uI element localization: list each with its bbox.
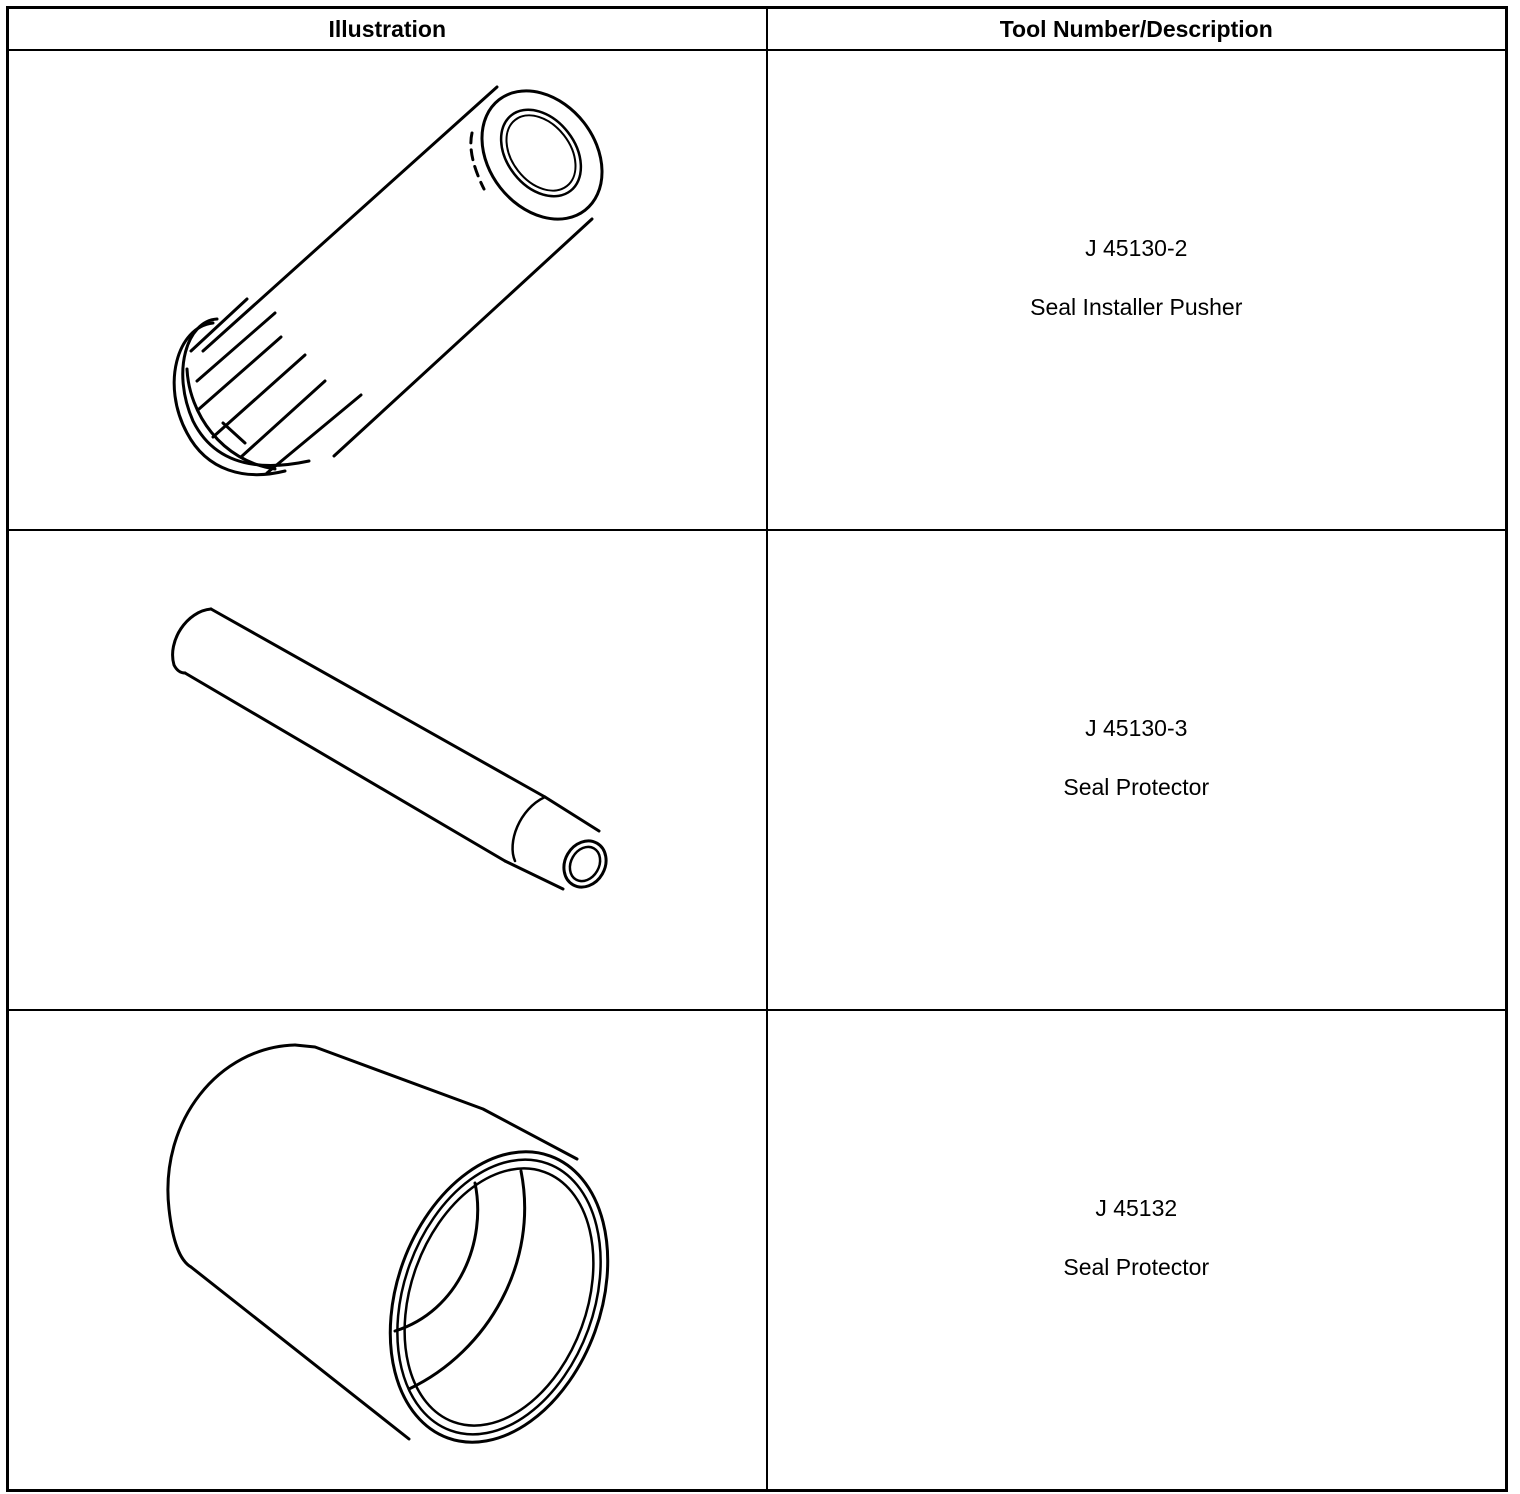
seal-protector-sleeve-drawing [9, 1011, 768, 1489]
header-tool-number-description: Tool Number/Description [767, 8, 1507, 51]
table-row [8, 530, 1507, 1010]
illustration-cell [8, 530, 767, 1010]
tool-description: Seal Protector [1063, 1254, 1210, 1280]
seal-installer-pusher-drawing [9, 51, 768, 529]
illustration-cell [8, 50, 767, 530]
tool-table [6, 6, 1508, 1492]
description-cell [767, 50, 1507, 530]
description-cell [767, 1010, 1507, 1491]
table-row [8, 1010, 1507, 1491]
illustration-cell [8, 1010, 767, 1491]
seal-protector-rod-drawing [9, 531, 768, 1009]
header-illustration: Illustration [8, 8, 767, 51]
tool-number: J 45130-3 [1085, 715, 1188, 741]
tool-number: J 45130-2 [1085, 235, 1188, 261]
tool-description: Seal Protector [1063, 774, 1210, 800]
tool-description: Seal Installer Pusher [1030, 294, 1243, 320]
tool-number: J 45132 [1095, 1195, 1178, 1221]
table-header-row [8, 8, 1507, 51]
table-row [8, 50, 1507, 530]
description-cell [767, 530, 1507, 1010]
